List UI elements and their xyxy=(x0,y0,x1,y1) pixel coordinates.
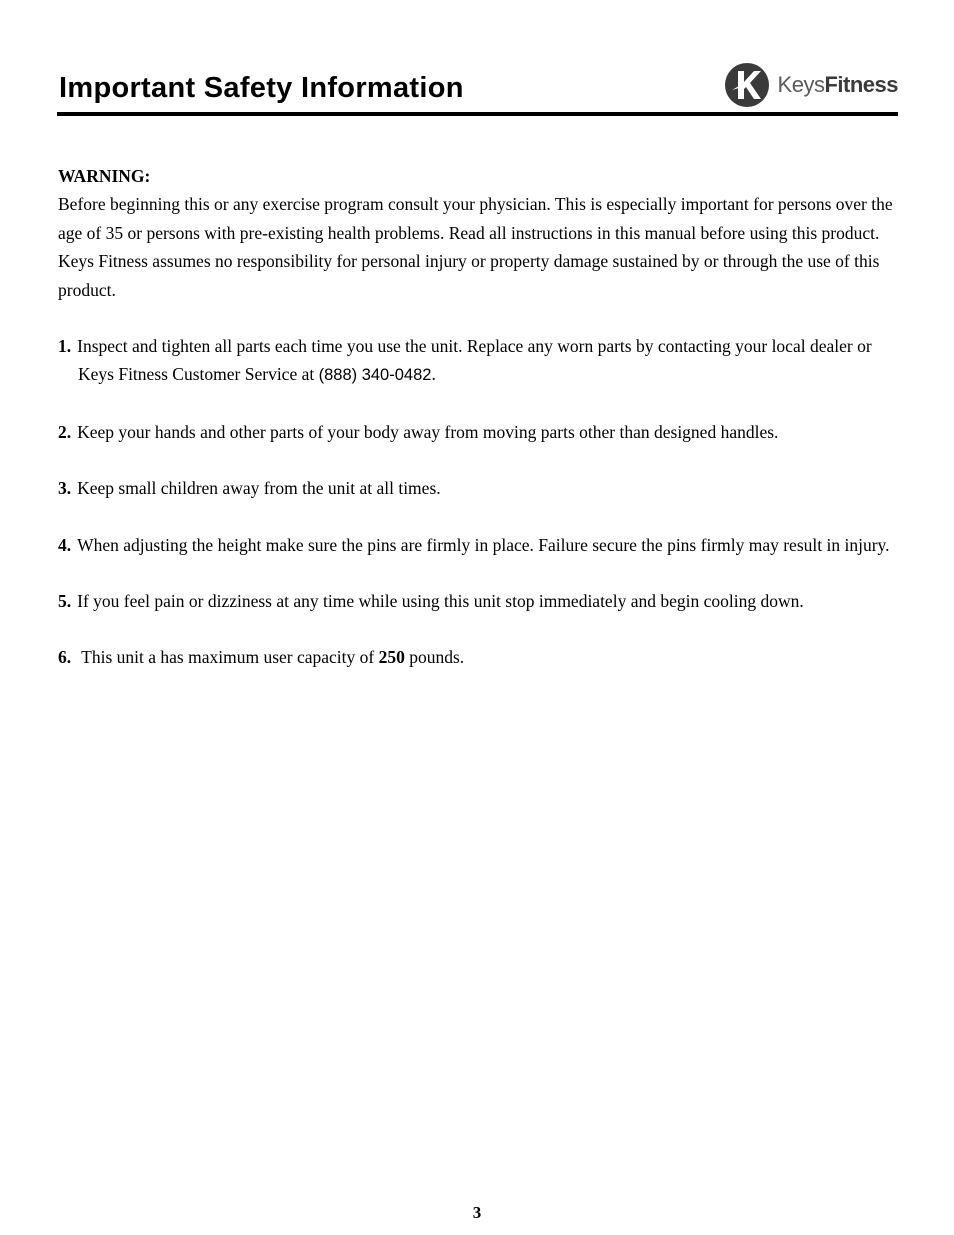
safety-content xyxy=(58,162,898,700)
item-text-end: . xyxy=(431,364,436,385)
item-text: Inspect and tighten all parts each time you use the unit. Replace any worn parts by contacting your local dealer or Keys Fitness Customer Service at xyxy=(77,336,872,385)
list-item xyxy=(58,531,898,559)
item-text-end: pounds. xyxy=(404,647,465,668)
item-number: 5. xyxy=(58,591,72,612)
logo-text-fitness: Fitness xyxy=(824,72,898,97)
customer-service-phone: (888) 340-0482 xyxy=(318,366,432,385)
item-text: When adjusting the height make sure the pins are firmly in place. Failure secure the pins firmly may result in injury. xyxy=(77,534,890,555)
item-text: If you feel pain or dizziness at any time while using this unit stop immediately and begin cooling down. xyxy=(77,591,804,612)
item-text: This unit a has maximum user capacity of xyxy=(77,647,379,668)
logo-text-keys: Keys xyxy=(777,72,825,97)
list-item xyxy=(58,474,898,502)
list-item xyxy=(58,418,898,446)
item-text: Keep small children away from the unit at all times. xyxy=(77,478,441,499)
item-text: Keep your hands and other parts of your body away from moving parts other than designed handles. xyxy=(77,421,779,442)
list-item xyxy=(58,587,898,615)
logo-wordmark xyxy=(778,72,898,98)
item-number: 2. xyxy=(58,421,72,442)
item-number: 4. xyxy=(58,534,72,555)
list-item xyxy=(58,643,898,671)
list-item xyxy=(58,332,898,390)
item-number: 1. xyxy=(58,336,72,357)
warning-label: WARNING: xyxy=(58,166,151,186)
safety-list xyxy=(58,332,898,672)
item-number: 3. xyxy=(58,478,72,499)
page-header xyxy=(57,58,898,116)
keys-fitness-logo-icon xyxy=(724,62,770,108)
header-rule xyxy=(57,112,898,116)
page-title: Important Safety Information xyxy=(59,72,464,104)
keys-fitness-logo xyxy=(724,60,898,110)
item-number: 6. xyxy=(58,647,72,668)
max-capacity-value: 250 xyxy=(378,647,405,668)
page-number: 3 xyxy=(472,1203,482,1222)
warning-text: Before beginning this or any exercise program consult your physician. This is especially important for persons over the age of 35 or persons with pre-existing health problems. Read all instructions in this manual before using this product. Keys Fitness assumes no responsibility for personal injury or property damage sustained by or through the use of this product. xyxy=(58,194,893,300)
